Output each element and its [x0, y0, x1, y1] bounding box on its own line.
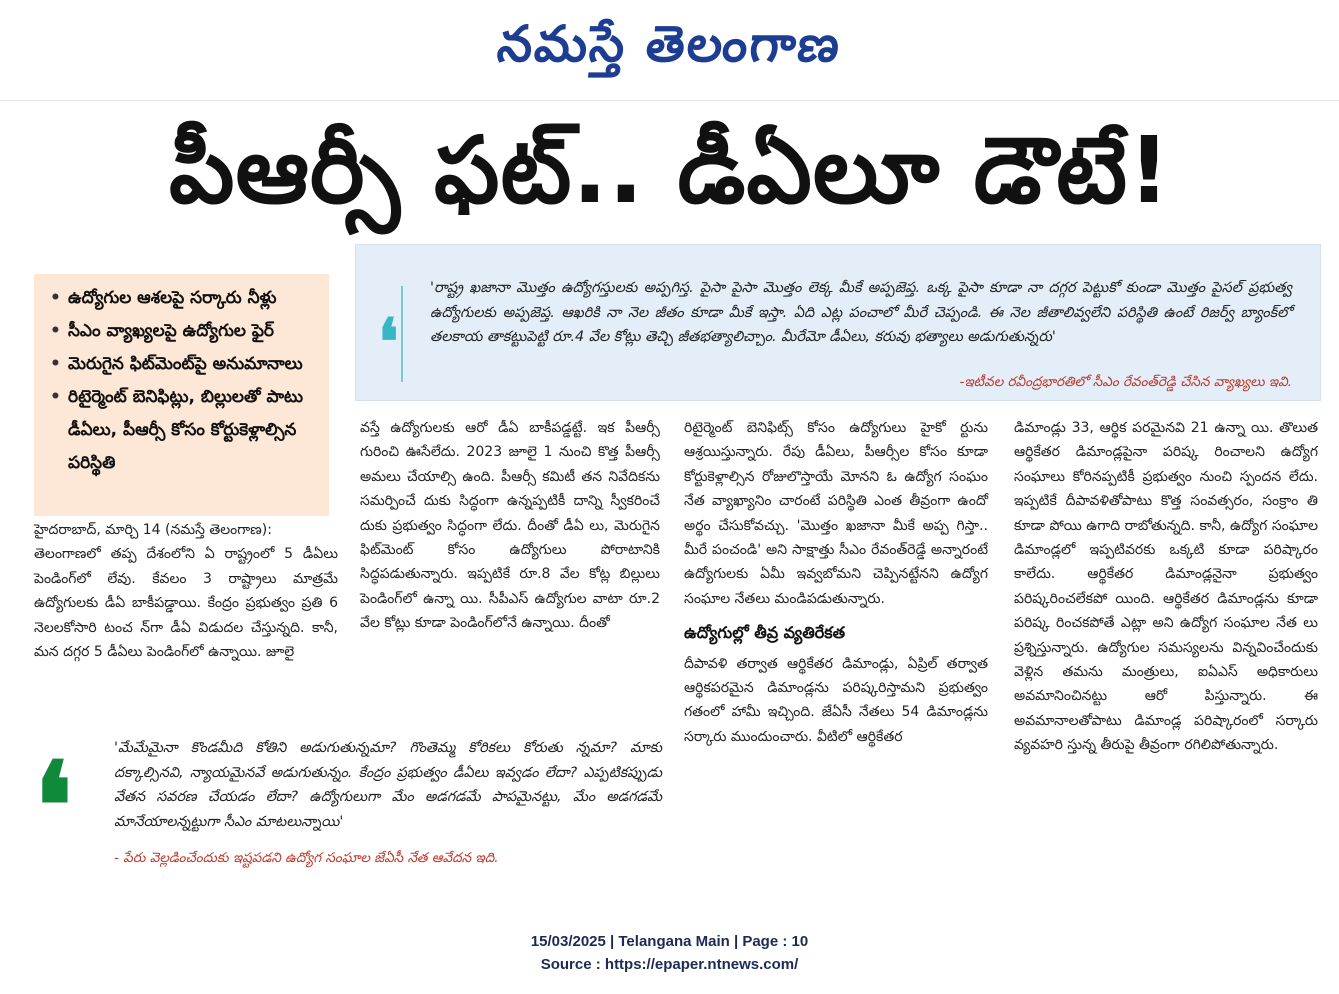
subheading: ఉద్యోగుల్లో తీవ్ర వ్యతిరేకత: [684, 623, 846, 643]
highlight-item: • మెరుగైన ఫిట్‌మెంట్‌పై అనుమానాలు: [50, 348, 321, 381]
article-column-3: [684, 416, 988, 749]
quote-mark-icon: ❛: [378, 305, 399, 380]
quote-mark-icon: ❛: [34, 736, 73, 877]
highlight-item: • సీఎం వ్యాఖ్యలపై ఉద్యోగుల ఫైర్: [50, 315, 321, 348]
dateline: హైదరాబాద్, మార్చి 14 (నమస్తే తెలంగాణ):: [34, 522, 272, 538]
jac-quote-attribution: - పేరు వెల్లడించేందుకు ఇష్టపడని ఉద్యోగ సంఘాల జేఏసీ నేత ఆవేదన ఇది.: [114, 850, 499, 866]
article-column-2: [360, 416, 660, 636]
footer-edition-info: 15/03/2025 | Telangana Main | Page : 10: [530, 933, 809, 950]
cm-quote-text: 'రాష్ట్ర ఖజానా మొత్తం ఉద్యోగస్తులకు అప్పగిస్త. పైసా పైసా మొత్తం లెక్క మీకే అప్పజెప్త. ఒక్క పైసా కూడా నా దగ్గర పెట్టుకో కుండా మొత్తం పైసల్ ప్రభుత్వ ఉద్యోగులకు అప్పజెప్త. ఆఖరికి నా నెల జీతం కూడా మీకే ఇస్తా. ఏది ఎట్ల పంచాలో మీరే చెప్పండి. ఈ నెల జీతాలివ్వలేని పరిస్థితి ఉంటే రిజర్వ్ బ్యాంక్‌లో తలకాయ తాకట్టుపెట్టి రూ.4 వేల కోట్లు తెచ్చి జీతభత్యాలిచ్చాం. మీరేమో డీఏలు, కరువు భత్యాలు అడుగుతున్నరు': [430, 280, 1292, 345]
masthead-divider: [0, 100, 1339, 101]
highlights-list: [34, 274, 329, 480]
jac-quote-text: 'మేమేమైనా కొండమీది కోతిని అడుగుతున్నమా? గొంతెమ్మ కోరికలు కోరుతు న్నమా? మాకు దక్కాల్సినవి, న్యాయమైనవే అడుగుతున్నం. కేంద్రం ప్రభుత్వం డీఏలు ఇవ్వడం లేదా? ఎప్పటికప్పుడు వేతన సవరణ చేయడం లేదా? ఉద్యోగులుగా మేం అడగడమే పాపమైనట్టు, మేం అడగడమే మానేయాలన్నట్టుగా సీఎం మాటలున్నాయి': [114, 740, 662, 830]
headline: పీఆర్సీ ఫట్.. డీఏలూ డౌటే!: [169, 117, 1171, 224]
masthead-logo: నమస్తే తెలంగాణ: [494, 14, 845, 73]
footer-source-link[interactable]: Source : https://epaper.ntnews.com/: [540, 956, 799, 973]
column-2-text: వస్తే ఉద్యోగులకు ఆరో డీఏ బాకీపడ్డట్టే. ఇక పీఆర్సీ గురించి ఊసేలేదు. 2023 జూలై 1 నుంచి కొత్త పీఆర్సీ అమలు చేయాల్సి ఉంది. పీఆర్సీ కమిటీ తన నివేదికను సమర్పించే దుకు సిద్ధంగా ఉన్నప్పటికీ దాన్ని స్వీకరించే దుకు ప్రభుత్వం సిద్ధంగా లేదు. దీంతో డీఏ లు, మెరుగైన ఫిట్‌మెంట్ కోసం ఉద్యోగులు పోరాటానికి సిద్ధపడుతున్నారు. ఇప్పటికే రూ.8 వేల కోట్ల బిల్లులు పెండింగ్‌లో ఉన్నా యి. సీపీఎస్ ఉద్యోగుల వాటా రూ.2 వేల కోట్లు కూడా పెండింగ్‌లోనే ఉన్నాయి. దీంతో: [360, 420, 660, 632]
column-1-text: తెలంగాణలో తప్ప దేశంలోని ఏ రాష్ట్రంలో 5 డీఏలు పెండింగ్‌లో లేవు. కేవలం 3 రాష్ట్రాలు మాత్రమే ఉద్యోగులకు డీఏ బాకీపడ్డాయి. కేంద్రం ప్రభుత్వం ప్రతి 6 నెలలకోసారి టంచ న్‌గా డీఏ విడుదల చేస్తున్నది. కానీ, మన దగ్గర 5 డీఏలు పెండింగ్‌లో ఉన్నాయి. జూలై: [34, 546, 338, 661]
highlight-item: • రిటైర్మెంట్ బెనిఫిట్లు, బిల్లులతో పాటు డీఏలు, పీఆర్సీ కోసం కోర్టుకెళ్లాల్సిన పరిస్థితి: [50, 381, 321, 480]
article-column-4: [1014, 416, 1318, 758]
cm-quote-attribution: -ఇటీవల రవీంద్రభారతిలో సీఎం రేవంత్‌రెడ్డి చేసిన వ్యాఖ్యలు ఇవి.: [959, 374, 1292, 390]
column-4-text: డిమాండ్లు 33, ఆర్థిక పరమైనవి 21 ఉన్నా యి. తొలుత ఆర్థికేతర డిమాండ్లపైనా పరిష్క రించాలని ఉద్యోగ సంఘాలు కోరినప్పటికీ ప్రభుత్వం నుంచి స్పందన లేదు. ఇప్పటికే దీపావళితోపాటు కొత్త సంవత్సరం, సంక్రాం తి కూడా పోయి ఉగాది రాబోతున్నది. కానీ, ఉద్యోగ సంఘాల డిమాండ్లలో ఇప్పటివరకు ఒక్కటి కూడా పరిష్కారం కాలేదు. ఆర్థికేతర డిమాండ్లనైనా ప్రభుత్వం పరిష్కరించలేకపో యింది. ఆర్థికేతర డిమాండ్లను కూడా పరిష్క రించకపోతే ఎట్లా అని ఉద్యోగ సంఘాల నేత లు ప్రశ్నిస్తున్నారు. ఉద్యోగుల సమస్యలను విన్నవించేందుకు వెళ్లిన తమను మంత్రులు, ఐఏఎస్ అధికారులు అవమానించినట్టు ఆరో పిస్తున్నారు. ఈ అవమానాలతోపాటు డిమాండ్ల పరిష్కారంలో సర్కారు వ్యవహరి స్తున్న తీరుపై తీవ్రంగా రగిలిపోతున్నారు.: [1014, 420, 1318, 754]
column-3-text-2: దీపావళి తర్వాత ఆర్థికేతర డిమాండ్లు, ఏప్రిల్ తర్వాత ఆర్థికపరమైన డిమాండ్లను పరిష్కరిస్తామని ప్రభుత్వం గతంలో హామీ ఇచ్చింది. జేఏసీ నేతలు 54 డిమాండ్లను సర్కారు ముందుంచారు. వీటిలో ఆర్థికేతర: [684, 655, 988, 745]
column-3-text: రిటైర్మెంట్ బెనిఫిట్స్ కోసం ఉద్యోగులు హైకో ర్టును ఆశ్రయిస్తున్నారు. రేపు డీఏలు, పీఆర్సీల కోసం కూడా కోర్టుకెళ్లాల్సిన రోజులొస్తాయే మోనని ఓ ఉద్యోగ సంఘం నేత వ్యాఖ్యానిం చారంటే పరిస్థితి ఎంత తీవ్రంగా ఉందో అర్థం చేసుకోవచ్చు. 'మొత్తం ఖజానా మీకే అప్ప గిస్తా.. మీరే పంచండి' అని సాక్షాత్తు సీఎం రేవంత్‌రెడ్డే అన్నారంటే ఉద్యోగులకు ఏమీ ఇవ్వబోమని చెప్పినట్టేనని ఉద్యోగ సంఘాల నేతలు మండిపడుతున్నారు.: [684, 420, 988, 607]
highlight-item: • ఉద్యోగుల ఆశలపై సర్కారు నీళ్లు: [50, 282, 321, 315]
article-column-1: [34, 518, 338, 664]
highlights-box: [34, 274, 329, 516]
